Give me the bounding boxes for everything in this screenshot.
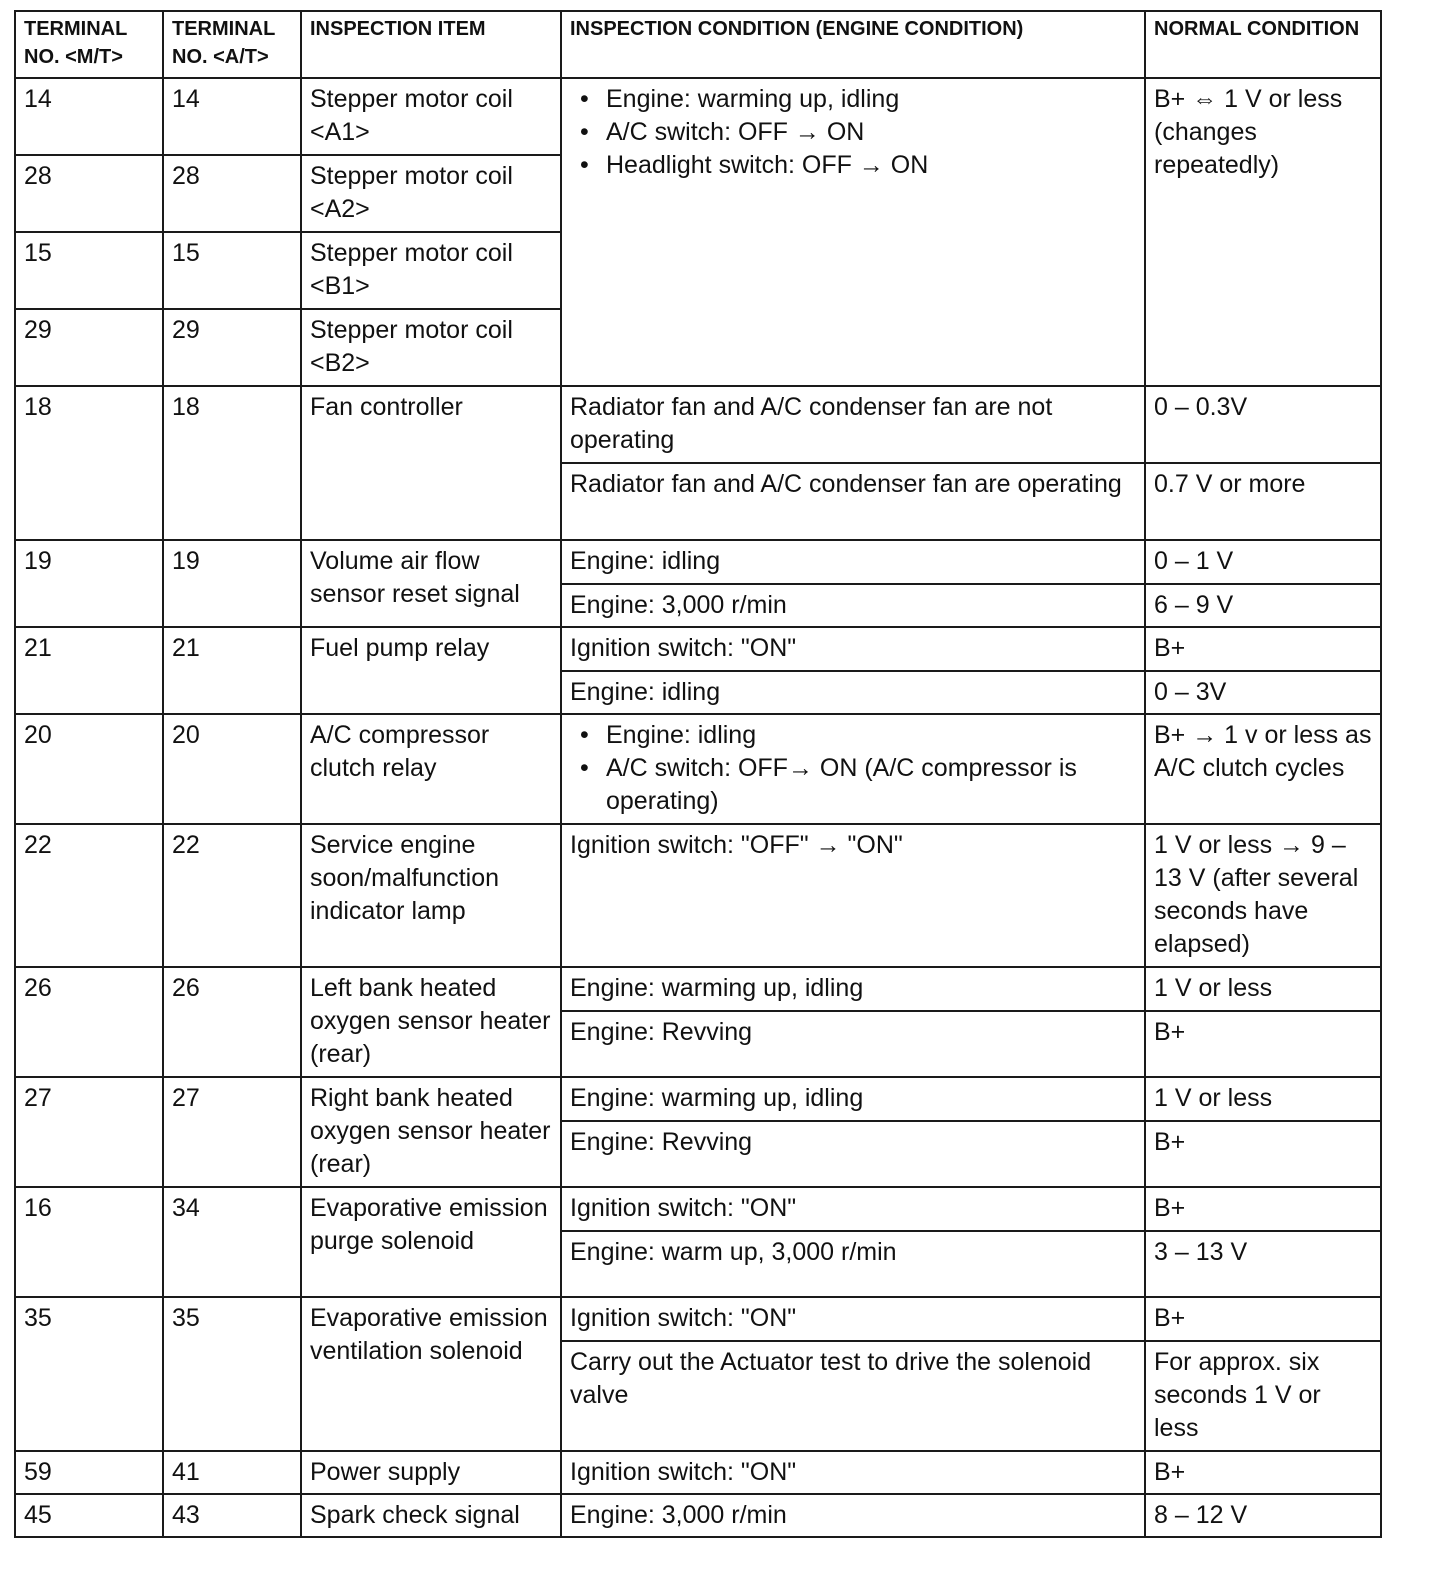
table-row (15, 1077, 1381, 1121)
header-terminal-at: TERMINAL NO. <A/T> (163, 11, 301, 78)
normal-condition: 0 – 0.3V (1145, 386, 1381, 463)
inspection-condition: Engine: 3,000 r/min (561, 1494, 1145, 1537)
normal-condition: B+ (1145, 1187, 1381, 1231)
table-row (15, 1451, 1381, 1494)
normal-condition: 8 – 12 V (1145, 1494, 1381, 1537)
terminal-mt: 35 (15, 1297, 163, 1451)
normal-condition: B+ (1145, 1011, 1381, 1077)
header-row (15, 11, 1381, 78)
terminal-at: 20 (163, 714, 301, 824)
terminal-mt: 14 (15, 78, 163, 155)
inspection-condition: Ignition switch: "ON" (561, 1451, 1145, 1494)
inspection-condition: Engine: idling (561, 540, 1145, 584)
terminal-mt: 20 (15, 714, 163, 824)
terminal-mt: 16 (15, 1187, 163, 1297)
inspection-condition: Engine: Revving (561, 1011, 1145, 1077)
table-row (15, 1297, 1381, 1341)
inspection-condition: Engine: warming up, idling (561, 1077, 1145, 1121)
inspection-item: Stepper motor coil <A2> (301, 155, 561, 232)
normal-condition: 3 – 13 V (1145, 1231, 1381, 1297)
table-row (15, 714, 1381, 824)
terminal-at: 22 (163, 824, 301, 967)
terminal-at: 26 (163, 967, 301, 1077)
terminal-mt: 26 (15, 967, 163, 1077)
inspection-item: Evaporative emission ventilation solenoid (301, 1297, 561, 1451)
terminal-at: 18 (163, 386, 301, 540)
terminal-at: 41 (163, 1451, 301, 1494)
normal-condition: 0 – 1 V (1145, 540, 1381, 584)
terminal-at: 28 (163, 155, 301, 232)
inspection-item: Power supply (301, 1451, 561, 1494)
inspection-condition: Radiator fan and A/C condenser fan are not operating (561, 386, 1145, 463)
terminal-mt: 21 (15, 627, 163, 714)
inspection-item: Spark check signal (301, 1494, 561, 1537)
terminal-at: 29 (163, 309, 301, 386)
table-row (15, 967, 1381, 1011)
terminal-mt: 45 (15, 1494, 163, 1537)
inspection-table (14, 10, 1382, 1538)
condition-list (570, 83, 1136, 182)
terminal-at: 21 (163, 627, 301, 714)
terminal-at: 14 (163, 78, 301, 155)
inspection-condition: Ignition switch: "ON" (561, 1297, 1145, 1341)
table-row (15, 1494, 1381, 1537)
normal-condition: 1 V or less (1145, 967, 1381, 1011)
terminal-at: 15 (163, 232, 301, 309)
inspection-condition: Engine: idling (561, 671, 1145, 714)
inspection-item: Right bank heated oxygen sensor heater (rear) (301, 1077, 561, 1187)
header-inspection-condition: INSPECTION CONDITION (ENGINE CONDITION) (561, 11, 1145, 78)
inspection-item: Evaporative emission purge solenoid (301, 1187, 561, 1297)
inspection-condition: Ignition switch: "ON" (561, 1187, 1145, 1231)
terminal-mt: 19 (15, 540, 163, 627)
inspection-condition: Engine: Revving (561, 1121, 1145, 1187)
normal-condition: 0.7 V or more (1145, 463, 1381, 540)
inspection-condition: Ignition switch: "ON" (561, 627, 1145, 671)
table-row (15, 386, 1381, 463)
inspection-item: Volume air flow sensor reset signal (301, 540, 561, 627)
normal-condition: 6 – 9 V (1145, 584, 1381, 627)
terminal-at: 34 (163, 1187, 301, 1297)
list-item: • A/C switch: OFF→ ON (A/C compressor is operating) (580, 752, 1136, 818)
inspection-item: Fuel pump relay (301, 627, 561, 714)
inspection-item: Stepper motor coil <B2> (301, 309, 561, 386)
normal-condition: B+ (1145, 627, 1381, 671)
terminal-at: 43 (163, 1494, 301, 1537)
inspection-condition: Carry out the Actuator test to drive the solenoid valve (561, 1341, 1145, 1451)
normal-condition: 1 V or less (1145, 1077, 1381, 1121)
terminal-mt: 29 (15, 309, 163, 386)
inspection-item: Left bank heated oxygen sensor heater (rear) (301, 967, 561, 1077)
terminal-at: 35 (163, 1297, 301, 1451)
terminal-mt: 22 (15, 824, 163, 967)
terminal-mt: 27 (15, 1077, 163, 1187)
inspection-item: A/C compressor clutch relay (301, 714, 561, 824)
table-row (15, 627, 1381, 671)
inspection-item: Stepper motor coil <A1> (301, 78, 561, 155)
normal-condition: For approx. six seconds 1 V or less (1145, 1341, 1381, 1451)
normal-condition: 1 V or less → 9 – 13 V (after several seconds have elapsed) (1145, 824, 1381, 967)
condition-list (570, 719, 1136, 818)
inspection-condition: Engine: 3,000 r/min (561, 584, 1145, 627)
inspection-condition: Radiator fan and A/C condenser fan are operating (561, 463, 1145, 540)
inspection-item: Stepper motor coil <B1> (301, 232, 561, 309)
inspection-condition: Engine: warming up, idling (561, 967, 1145, 1011)
inspection-condition (561, 78, 1145, 386)
header-normal-condition: NORMAL CONDITION (1145, 11, 1381, 78)
inspection-condition: Ignition switch: "OFF" → "ON" (561, 824, 1145, 967)
normal-condition: 0 – 3V (1145, 671, 1381, 714)
table-row (15, 824, 1381, 967)
terminal-mt: 18 (15, 386, 163, 540)
terminal-at: 27 (163, 1077, 301, 1187)
table-row (15, 1187, 1381, 1231)
inspection-condition: Engine: warm up, 3,000 r/min (561, 1231, 1145, 1297)
terminal-mt: 28 (15, 155, 163, 232)
list-item: • Headlight switch: OFF → ON (580, 149, 1136, 182)
normal-condition: B+ ⇔ 1 V or less (changes repeatedly) (1145, 78, 1381, 386)
terminal-at: 19 (163, 540, 301, 627)
normal-condition: B+ (1145, 1451, 1381, 1494)
list-item: • Engine: idling (580, 719, 1136, 752)
normal-condition: B+ (1145, 1297, 1381, 1341)
list-item: • A/C switch: OFF → ON (580, 116, 1136, 149)
terminal-mt: 15 (15, 232, 163, 309)
normal-condition: B+ → 1 v or less as A/C clutch cycles (1145, 714, 1381, 824)
inspection-item: Service engine soon/malfunction indicator lamp (301, 824, 561, 967)
table-row (15, 78, 1381, 155)
terminal-mt: 59 (15, 1451, 163, 1494)
header-inspection-item: INSPECTION ITEM (301, 11, 561, 78)
normal-condition: B+ (1145, 1121, 1381, 1187)
list-item: • Engine: warming up, idling (580, 83, 1136, 116)
inspection-item: Fan controller (301, 386, 561, 540)
inspection-condition (561, 714, 1145, 824)
table-row (15, 540, 1381, 584)
header-terminal-mt: TERMINAL NO. <M/T> (15, 11, 163, 78)
